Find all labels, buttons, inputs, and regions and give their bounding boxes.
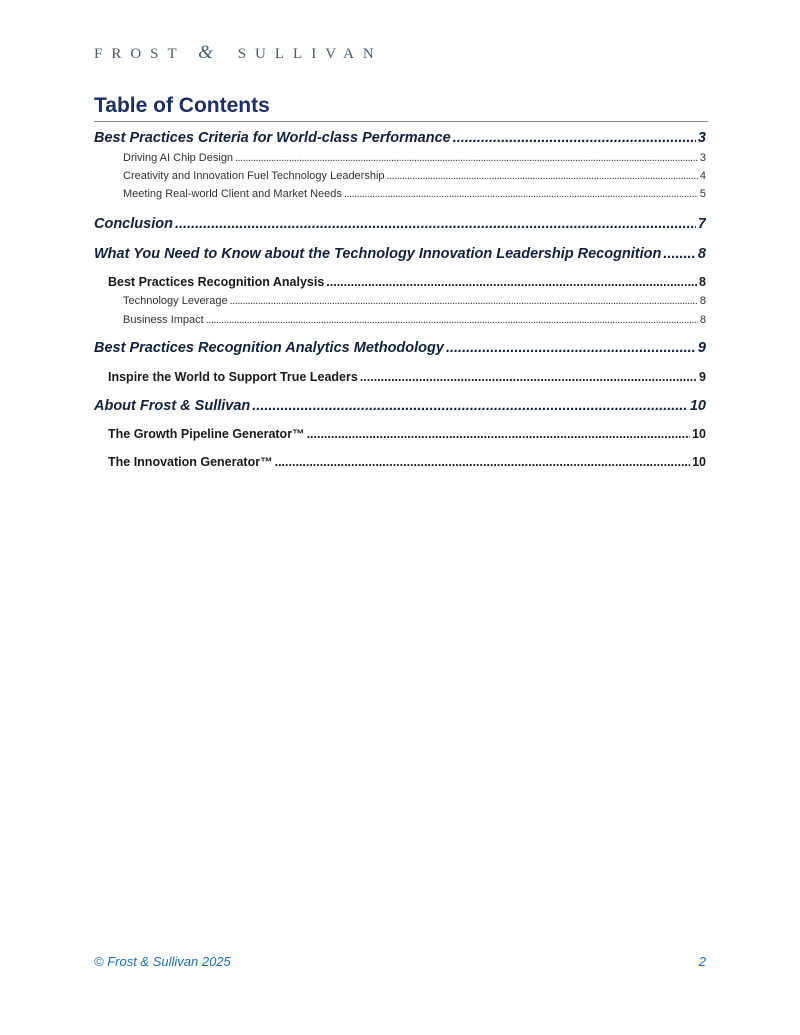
- toc-entry-creativity-innovation[interactable]: [123, 170, 706, 182]
- toc-leader-dots: [387, 170, 698, 182]
- toc-entry-label: The Innovation Generator™: [108, 455, 273, 469]
- toc-entry-label: Driving AI Chip Design: [123, 152, 234, 164]
- toc-entry-page: 9: [699, 370, 706, 384]
- logo-ampersand: &: [198, 42, 213, 63]
- toc-leader-dots: [230, 295, 698, 307]
- toc-entry-page: 8: [699, 314, 706, 326]
- footer-copyright: © Frost & Sullivan 2025: [94, 954, 231, 969]
- toc-entry-label: About Frost & Sullivan: [94, 398, 251, 414]
- toc-entry-label: Technology Leverage: [123, 295, 228, 307]
- logo-sullivan: SULLIVAN: [237, 46, 383, 62]
- toc-entry-page: 10: [692, 427, 706, 441]
- toc-entry-label: Meeting Real-world Client and Market Needs: [123, 188, 342, 200]
- footer-page-number: 2: [698, 954, 706, 969]
- toc-entry-label: Business Impact: [123, 314, 204, 326]
- toc-entry-page: 9: [697, 340, 706, 356]
- toc-entry-innovation-generator[interactable]: [108, 455, 706, 469]
- toc-entry-analytics-methodology[interactable]: [94, 340, 706, 356]
- toc-leader-dots: [326, 275, 697, 289]
- toc-entry-label: The Growth Pipeline Generator™: [108, 427, 305, 441]
- toc-leader-dots: [344, 188, 698, 200]
- toc-entry-page: 3: [697, 130, 706, 146]
- toc-entry-what-you-need-to-know[interactable]: [94, 246, 706, 262]
- toc-entry-page: 3: [699, 152, 706, 164]
- toc-leader-dots: [663, 246, 696, 262]
- toc-entry-page: 8: [699, 275, 706, 289]
- toc-leader-dots: [453, 130, 696, 146]
- toc-entry-page: 8: [697, 246, 706, 262]
- logo-frost: FROST: [94, 46, 186, 62]
- toc-entry-label: Inspire the World to Support True Leaders: [108, 370, 358, 384]
- toc-leader-dots: [235, 152, 698, 164]
- toc-entry-meeting-client-needs[interactable]: [123, 188, 706, 200]
- toc-leader-dots: [360, 370, 697, 384]
- toc-entry-growth-pipeline-generator[interactable]: [108, 427, 706, 441]
- toc-entry-label: Creativity and Innovation Fuel Technology Leadership: [123, 170, 385, 182]
- toc-entry-page: 10: [692, 455, 706, 469]
- toc-leader-dots: [252, 398, 688, 414]
- toc-entry-inspire-the-world[interactable]: [108, 370, 706, 384]
- toc-entry-business-impact[interactable]: [123, 314, 706, 326]
- toc-entry-technology-leverage[interactable]: [123, 295, 706, 307]
- toc-leader-dots: [307, 427, 691, 441]
- toc-entry-label: Best Practices Recognition Analytics Methodology: [94, 340, 444, 356]
- toc-entry-about-frost-sullivan[interactable]: [94, 398, 706, 414]
- toc-leader-dots: [206, 314, 698, 326]
- toc-entry-page: 7: [697, 216, 706, 232]
- toc-entry-label: Best Practices Criteria for World-class Performance: [94, 130, 451, 146]
- toc-leader-dots: [175, 216, 696, 232]
- toc-leader-dots: [275, 455, 690, 469]
- toc-entry-label: Conclusion: [94, 216, 173, 232]
- frost-sullivan-logo: [94, 42, 383, 64]
- toc-entry-driving-ai-chip-design[interactable]: [123, 152, 706, 164]
- toc-entry-best-practices-criteria[interactable]: [94, 130, 706, 146]
- toc-entry-label: What You Need to Know about the Technology Innovation Leadership Recognition: [94, 246, 662, 262]
- toc-entry-page: 4: [699, 170, 706, 182]
- toc-entry-label: Best Practices Recognition Analysis: [108, 275, 325, 289]
- toc-entry-recognition-analysis[interactable]: [108, 275, 706, 289]
- toc-entry-conclusion[interactable]: [94, 216, 706, 232]
- toc-entry-page: 5: [699, 188, 706, 200]
- toc-title: Table of Contents: [94, 93, 708, 122]
- toc-leader-dots: [446, 340, 696, 356]
- toc-entry-page: 8: [699, 295, 706, 307]
- toc-entry-page: 10: [689, 398, 706, 414]
